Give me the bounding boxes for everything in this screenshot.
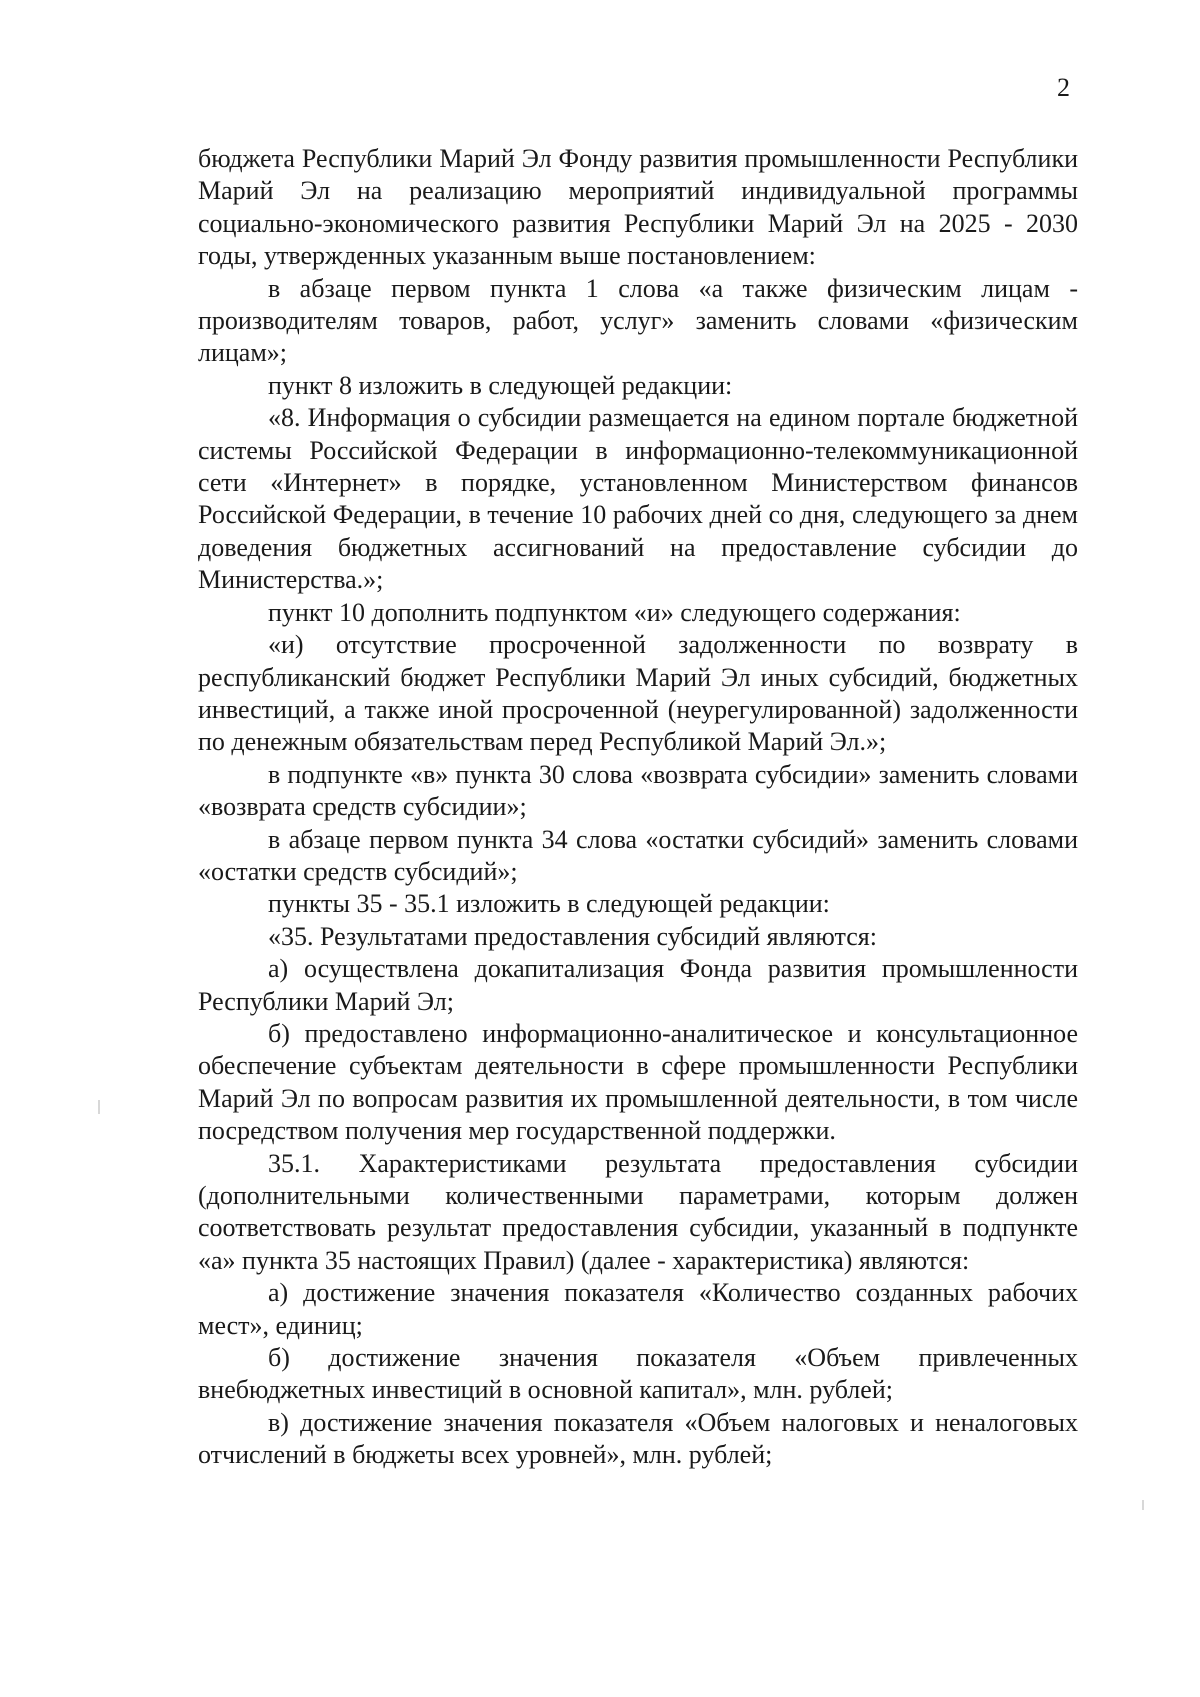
paragraph-point-8-intro: пункт 8 изложить в следующей редакции: — [268, 370, 733, 400]
paragraph-point-35: «35. Результатами предоставления субсидий являются: — [268, 921, 877, 951]
paragraph-point-8-text: «8. Информация о субсидии размещается на едином портале бюджетной системы Российской Федерации в информационно-телекоммуникационной сети «Интернет» в порядке, установленном Министерством финансов Российской Федерации, в течение 10 рабочих дней со дня, следующего за днем доведения бюджетных ассигнований на предоставление субсидии до Министерства.»; — [198, 403, 1078, 595]
paragraph-point-35-1: 35.1. Характеристиками результата предоставления субсидии (дополнительными количественными параметрами, которым должен соответствовать результат предоставления субсидии, указанный в подпункте «а» пункта 35 настоящих Правил) (далее - характеристика) являются: — [198, 1148, 1078, 1275]
paragraph-point-10-intro: пункт 10 дополнить подпунктом «и» следующего содержания: — [268, 597, 961, 627]
paragraph-point-34: в абзаце первом пункта 34 слова «остатки субсидий» заменить словами «остатки средств субсидий»; — [198, 824, 1078, 886]
paragraph-budget-fund: бюджета Республики Марий Эл Фонду развития промышленности Республики Марий Эл на реализацию мероприятий индивидуальной программы социально-экономического развития Республики Марий Эл на 2025 - 2030 годы, утвержденных указанным выше постановлением: — [198, 144, 1078, 271]
paragraph-point-30: в подпункте «в» пункта 30 слова «возврата субсидии» заменить словами «возврата средств субсидии»; — [198, 759, 1078, 822]
paragraph-amendment-point-1: в абзаце первом пункта 1 слова «а также физическим лицам - производителям товаров, работ, услуг» заменить словами «физическим лицам»; — [198, 273, 1078, 368]
paragraph-subpoint-i: «и) отсутствие просроченной задолженности по возврату в республиканский бюджет Республики Марий Эл иных субсидий, бюджетных инвестиций, а также иной просроченной (неурегулированной) задолженности по денежным обязательствам перед Республикой Марий Эл.»; — [198, 630, 1078, 757]
page-number: 2 — [1057, 73, 1070, 102]
paragraph-points-35-intro: пункты 35 - 35.1 изложить в следующей редакции: — [268, 889, 830, 919]
scan-mark-left — [98, 1100, 100, 1114]
paragraph-characteristic-a: а) достижение значения показателя «Количество созданных рабочих мест», единиц; — [198, 1278, 1078, 1340]
scan-mark-right — [1142, 1500, 1144, 1510]
paragraph-result-b: б) предоставлено информационно-аналитическое и консультационное обеспечение субъектам деятельности в сфере промышленности Республики Марий Эл по вопросам развития их промышленной деятельности, в том числе посредством получения мер государственной поддержки. — [198, 1018, 1078, 1146]
paragraph-result-a: а) осуществлена докапитализация Фонда развития промышленности Республики Марий Эл; — [198, 954, 1078, 1016]
paragraph-characteristic-b: б) достижение значения показателя «Объем привлеченных внебюджетных инвестиций в основной капитал», млн. рублей; — [198, 1343, 1078, 1405]
document-body — [198, 143, 1078, 1472]
paragraph-characteristic-v: в) достижение значения показателя «Объем налоговых и неналоговых отчислений в бюджеты всех уровней», млн. рублей; — [198, 1407, 1078, 1470]
